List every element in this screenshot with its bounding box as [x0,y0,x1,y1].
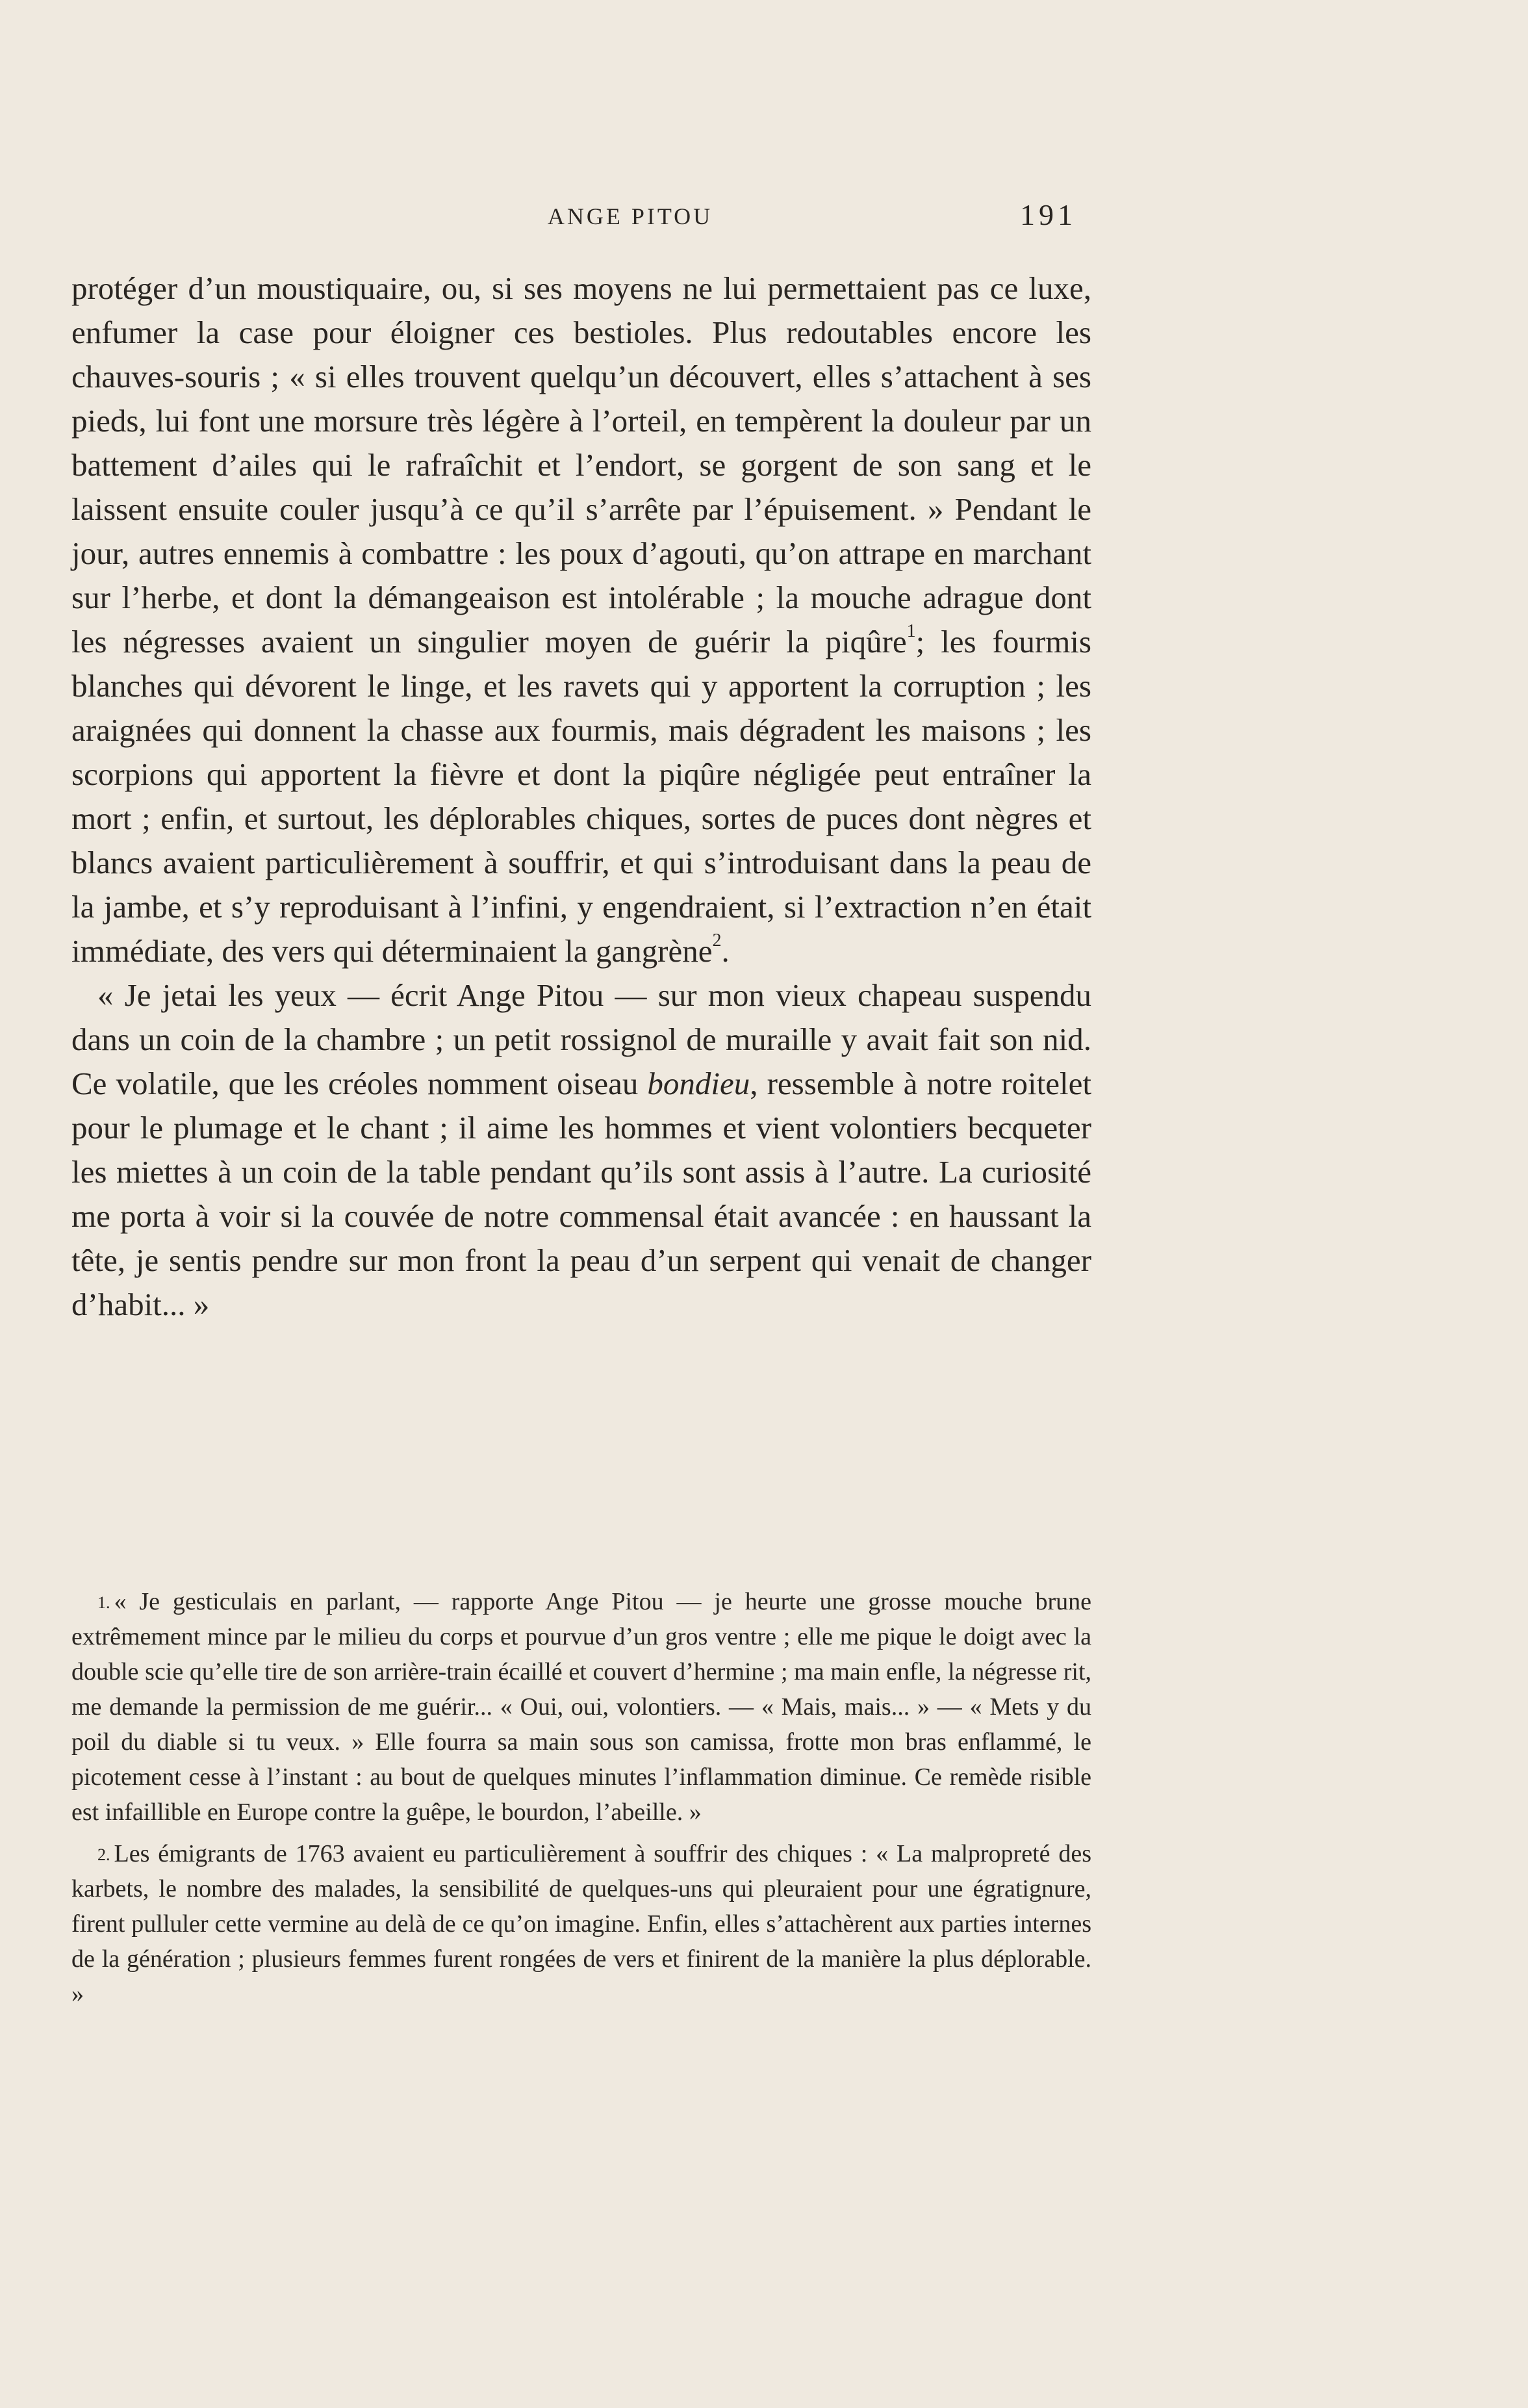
footnote-1 [71,1584,1091,1830]
page-number: 191 [1020,198,1076,231]
footnotes [71,1584,1091,2018]
paragraph-quote [71,973,1091,1327]
paragraph-continued [71,266,1091,973]
paragraph-1-end: . [721,933,730,969]
paragraph-2-text-b: , ressemble à notre roitelet pour le plumage et le chant ; il aime les hommes et vient volontiers becqueter les miettes à un coin de la table pendant qu’ils sont assis à l’autre. La curiosité me porta à voir si la couvée de notre commensal était avancée : en haussant la tête, je sentis pendre sur mon front la peau d’un serpent qui venait de changer d’habit... » [71,1066,1091,1322]
footnote-2 [71,1836,1091,2012]
footnote-ref-1: 1 [906,621,916,641]
footnote-1-number: 1. [97,1593,110,1612]
footnote-2-text: Les émigrants de 1763 avaient eu particulièrement à souffrir des chiques : « La malpropreté des karbets, le nombre des malades, la sensibilité de quelques-uns qui pleuraient pour une égratignure, firent pulluler cette vermine au delà de ce qu’on imagine. Enfin, elles s’attachèrent aux parties internes de la génération ; plusieurs femmes furent rongées de vers et finirent de la manière la plus déplorable. » [71,1840,1091,2008]
paragraph-2-italic: bondieu [647,1066,750,1101]
footnote-2-number: 2. [97,1845,110,1864]
footnote-1-text: « Je gesticulais en parlant, — rapporte Ange Pitou — je heurte une grosse mouche brune extrêmement mince par le milieu du corps et pourvue d’un gros ventre ; elle me pique le doigt avec la double scie qu’elle tire de son arrière-train écaillé et couvert d’hermine ; ma main enfle, la négresse rit, me demande la permission de me guérir... « Oui, oui, volontiers. — « Mais, mais... » — « Mets y du poil du diable si tu veux. » Elle fourra sa main sous son camissa, frotte mon bras enflammé, le picotement cesse à l’instant : au bout de quelques minutes l’inflammation diminue. Ce remède risible est infaillible en Europe contre la guêpe, le bourdon, l’abeille. » [71,1588,1091,1826]
footnote-ref-2: 2 [712,930,722,951]
paragraph-1-text: protéger d’un moustiquaire, ou, si ses moyens ne lui permettaient pas ce luxe, enfumer la case pour éloigner ces bestioles. Plus redoutables encore les chauves-souris ; « si elles trouvent quelqu’un découvert, elles s’attachent à ses pieds, lui font une morsure très légère à l’orteil, en tempèrent la douleur par un battement d’ailes qui le rafraîchit et l’endort, se gorgent de son sang et le laissent ensuite couler jusqu’à ce qu’il s’arrête par l’épuisement. » Pendant le jour, autres ennemis à combattre : les poux d’agouti, qu’on attrape en marchant sur l’herbe, et dont la démangeaison est intolérable ; la mouche adrague dont les négresses avaient un singulier moyen de guérir la piqûre [71,270,1091,660]
running-head [65,195,1463,234]
running-head-title: ANGE PITOU [547,203,713,229]
main-text [71,266,1091,1327]
paragraph-2-text-a: « Je jetai les yeux — écrit Ange Pitou — sur mon vieux chapeau suspendu dans un coin de la chambre ; un petit rossignol de muraille y avait fait son nid. Ce volatile, que les créoles nomment oiseau [71,977,1091,1101]
paragraph-1-text-b: ; les fourmis blanches qui dévorent le linge, et les ravets qui y apportent la corruption ; les araignées qui donnent la chasse aux fourmis, mais dégradent les maisons ; les scorpions qui apportent la fièvre et dont la piqûre négligée peut entraîner la mort ; enfin, et surtout, les déplorables chiques, sortes de puces dont nègres et blancs avaient particulièrement à souffrir, et qui s’introduisant dans la peau de la jambe, et s’y reproduisant à l’infini, y engendraient, si l’extraction n’en était immédiate, des vers qui déterminaient la gangrène [71,624,1091,969]
